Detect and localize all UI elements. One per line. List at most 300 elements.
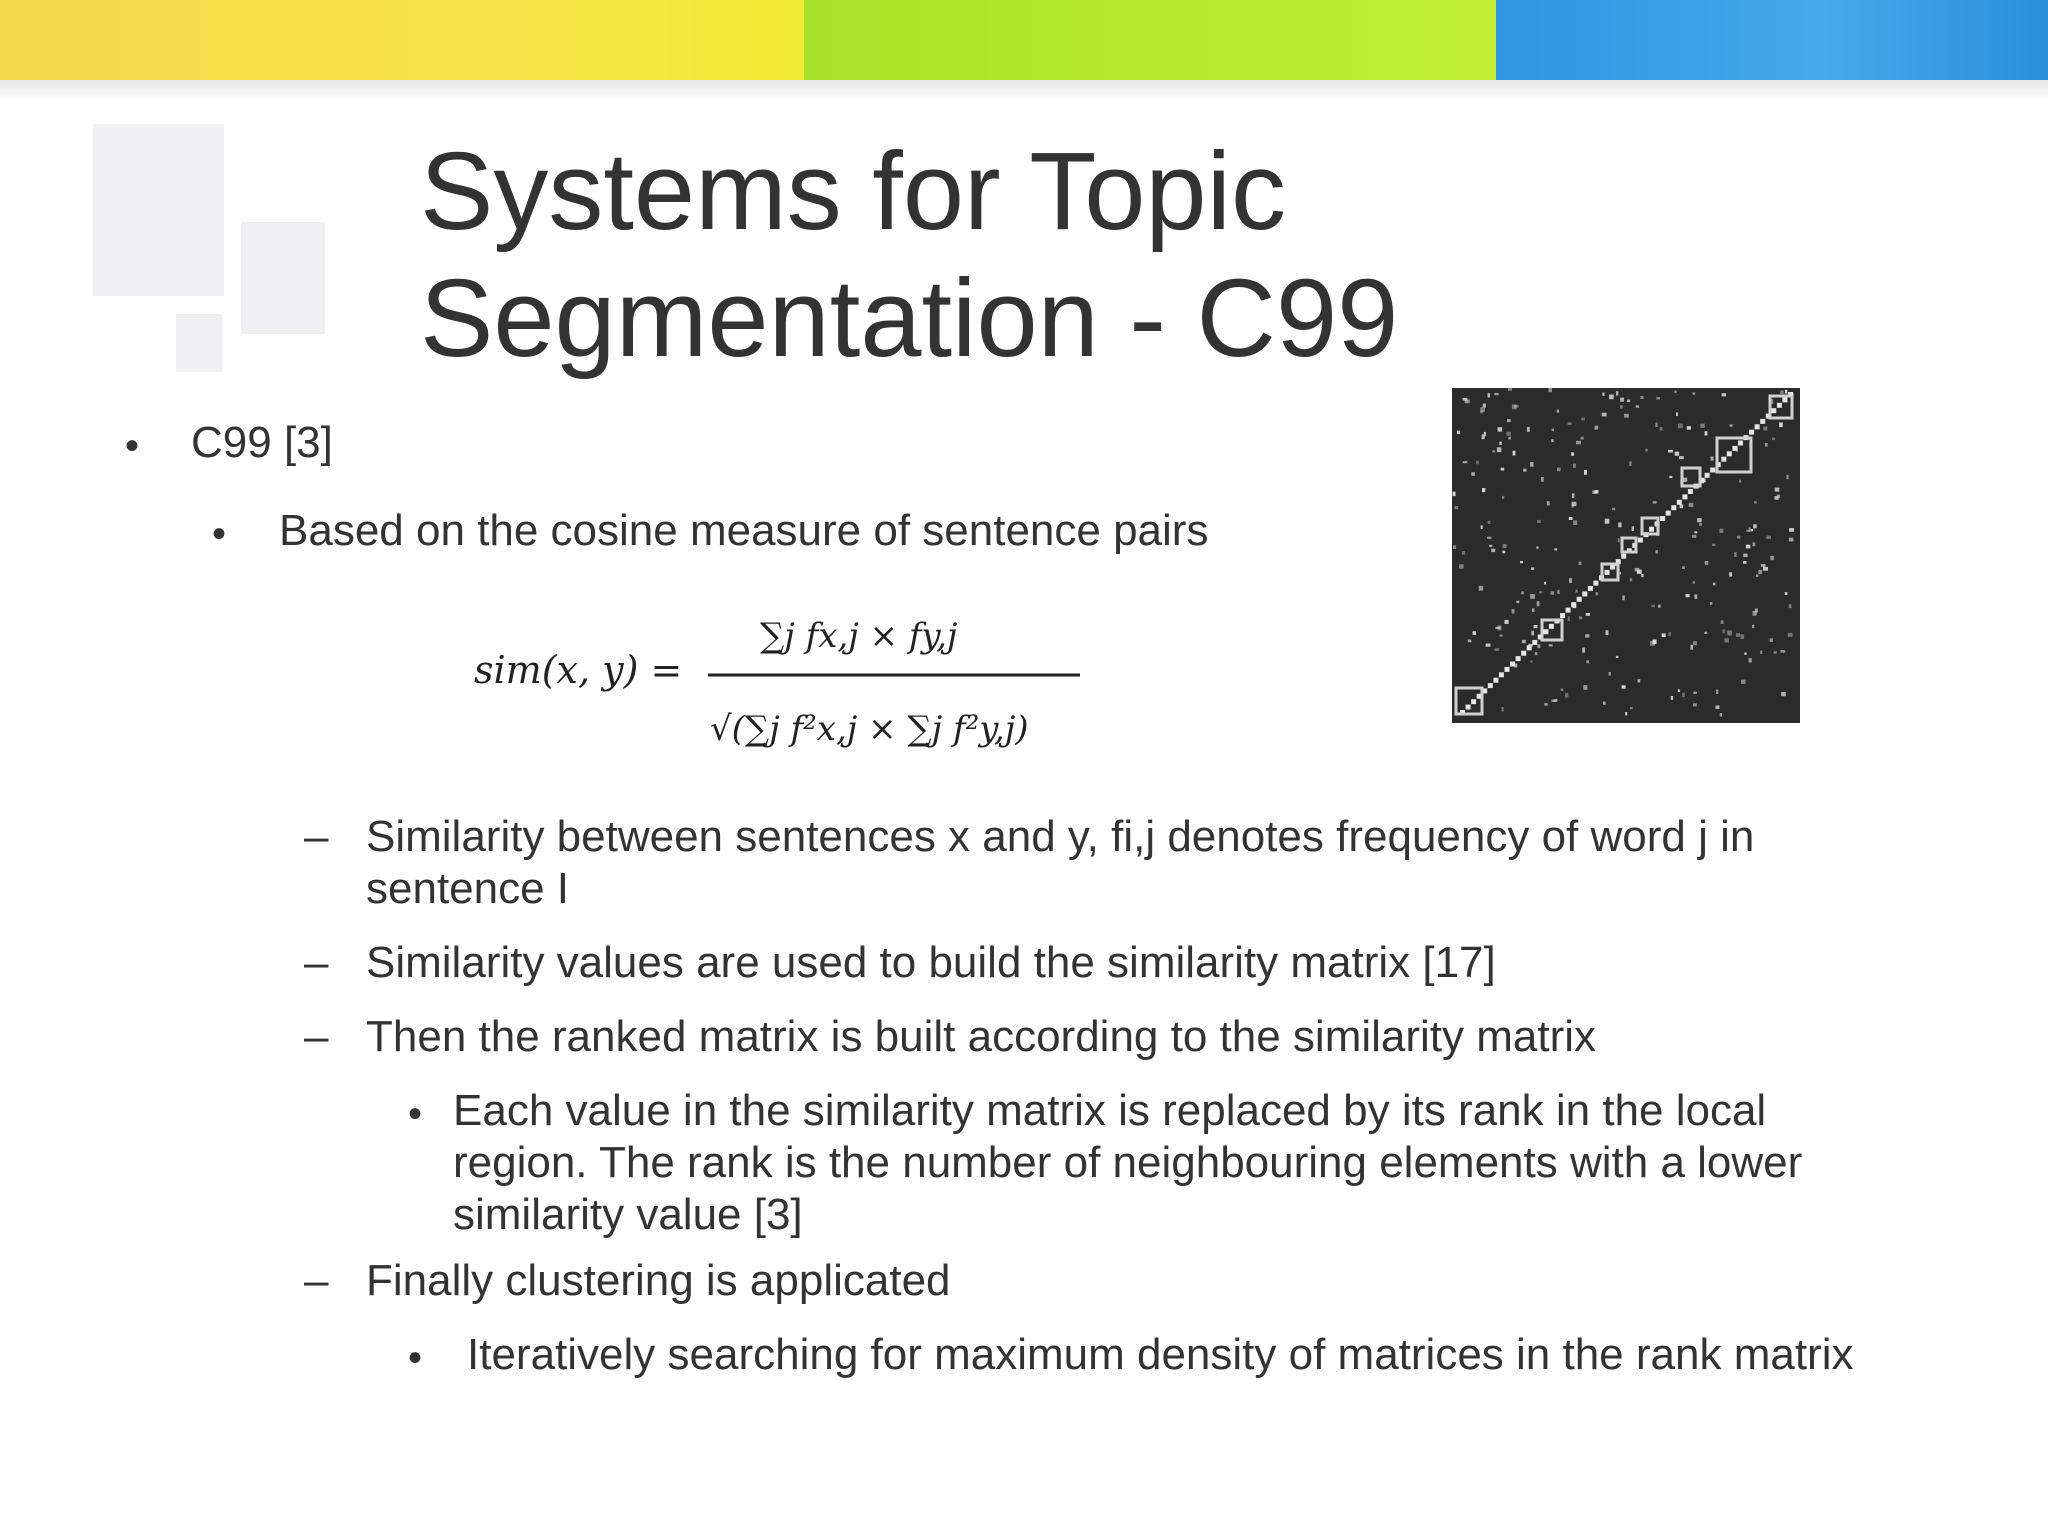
matrix-speck xyxy=(1538,644,1541,648)
sub-bullet-rank-line-1: Each value in the similarity matrix is replaced by its rank in the local xyxy=(453,1086,1767,1135)
matrix-speck xyxy=(1627,400,1630,403)
bullet-icon: • xyxy=(212,512,227,556)
matrix-speck xyxy=(1727,631,1732,636)
matrix-speck xyxy=(1454,506,1458,509)
matrix-speck xyxy=(1573,520,1577,525)
matrix-speck xyxy=(1551,439,1553,442)
matrix-speck xyxy=(1463,461,1468,463)
matrix-speck xyxy=(1744,653,1746,655)
matrix-speck xyxy=(1753,542,1756,546)
matrix-speck xyxy=(1786,475,1788,479)
matrix-speck xyxy=(1785,592,1788,595)
matrix-speck xyxy=(1501,468,1505,471)
matrix-speck xyxy=(1679,456,1684,459)
matrix-diagonal-cell xyxy=(1710,468,1715,473)
matrix-speck xyxy=(1632,526,1634,531)
matrix-speck xyxy=(1595,426,1599,430)
matrix-speck xyxy=(1770,638,1773,642)
matrix-speck xyxy=(1531,567,1534,570)
matrix-speck xyxy=(1585,634,1589,638)
dash-item-similarity-values: Similarity values are used to build the similarity matrix [17] xyxy=(366,938,1496,987)
matrix-speck xyxy=(1779,422,1783,427)
matrix-diagonal-cell xyxy=(1705,473,1710,478)
matrix-diagonal-cell xyxy=(1499,672,1504,677)
slide-title xyxy=(420,128,1420,382)
matrix-speck xyxy=(1622,685,1626,688)
matrix-diagonal-cell xyxy=(1727,451,1732,456)
matrix-speck xyxy=(1532,608,1535,612)
matrix-speck xyxy=(1557,590,1559,594)
matrix-speck xyxy=(1596,592,1599,595)
matrix-diagonal-cell xyxy=(1777,403,1782,408)
matrix-diagonal-cell xyxy=(1649,527,1654,532)
bullet-cosine-measure: Based on the cosine measure of sentence pairs xyxy=(279,506,1209,555)
matrix-speck xyxy=(1655,423,1657,428)
matrix-speck xyxy=(1662,633,1666,637)
matrix-speck xyxy=(1682,566,1685,569)
matrix-speck xyxy=(1462,551,1465,555)
dash-item-ranked-matrix: Then the ranked matrix is built according to the similarity matrix xyxy=(366,1012,1597,1061)
matrix-speck xyxy=(1539,591,1541,593)
matrix-speck xyxy=(1622,596,1624,601)
matrix-diagonal-cell xyxy=(1671,505,1676,510)
matrix-speck xyxy=(1774,651,1777,653)
matrix-speck xyxy=(1653,501,1657,503)
matrix-speck xyxy=(1579,562,1582,566)
matrix-speck xyxy=(1770,556,1774,560)
matrix-diagonal-cell xyxy=(1621,554,1626,559)
matrix-speck xyxy=(1502,496,1504,499)
matrix-speck xyxy=(1486,644,1491,647)
matrix-speck xyxy=(1549,388,1552,392)
matrix-speck xyxy=(1503,544,1507,548)
bullet-icon: • xyxy=(408,1092,423,1136)
matrix-speck xyxy=(1705,632,1708,634)
matrix-diagonal-cell xyxy=(1605,570,1610,575)
formula-lhs: sim(x, y) = xyxy=(474,648,683,692)
matrix-speck xyxy=(1495,648,1500,651)
matrix-speck xyxy=(1636,405,1639,408)
matrix-diagonal-cell xyxy=(1593,581,1598,586)
matrix-diagonal-cell xyxy=(1560,613,1565,618)
bullet-icon: • xyxy=(125,424,140,468)
dash-item-similarity-line-1: Similarity between sentences x and y, fi,j denotes frequency of word j in xyxy=(366,812,1755,861)
matrix-speck xyxy=(1483,404,1486,408)
matrix-speck xyxy=(1705,431,1708,435)
matrix-speck xyxy=(1740,634,1744,639)
matrix-speck xyxy=(1572,493,1575,498)
matrix-speck xyxy=(1694,531,1697,533)
matrix-speck xyxy=(1537,520,1541,523)
matrix-speck xyxy=(1554,548,1557,550)
matrix-speck xyxy=(1758,570,1762,574)
matrix-speck xyxy=(1584,470,1587,475)
matrix-diagonal-cell xyxy=(1666,511,1671,516)
matrix-speck xyxy=(1606,630,1609,635)
matrix-speck xyxy=(1641,396,1644,399)
matrix-speck xyxy=(1712,544,1716,546)
matrix-diagonal-cell xyxy=(1688,489,1693,494)
matrix-speck xyxy=(1741,680,1745,684)
matrix-speck xyxy=(1479,586,1484,591)
matrix-speck xyxy=(1453,545,1456,549)
dash-icon: – xyxy=(304,812,329,861)
matrix-speck xyxy=(1509,437,1512,440)
matrix-speck xyxy=(1507,432,1511,436)
similarity-matrix-image xyxy=(1452,388,1800,723)
matrix-speck xyxy=(1780,650,1785,653)
matrix-diagonal-cell xyxy=(1682,494,1687,499)
formula-numerator: ∑j fx,j × fy,j xyxy=(760,616,958,656)
matrix-speck xyxy=(1502,551,1505,554)
matrix-speck xyxy=(1753,611,1757,616)
matrix-speck xyxy=(1482,488,1485,492)
matrix-speck xyxy=(1536,546,1538,548)
matrix-speck xyxy=(1541,477,1544,482)
matrix-speck xyxy=(1766,536,1771,539)
matrix-speck xyxy=(1630,578,1632,581)
sub-bullet-iterative-search: Iteratively searching for maximum density of matrices in the rank matrix xyxy=(467,1330,1854,1379)
matrix-speck xyxy=(1754,501,1757,504)
matrix-speck xyxy=(1736,633,1740,637)
matrix-speck xyxy=(1705,561,1709,565)
matrix-speck xyxy=(1638,679,1641,682)
slide-title-line-1: Systems for Topic xyxy=(420,130,1287,253)
matrix-speck xyxy=(1637,570,1642,574)
matrix-speck xyxy=(1488,521,1491,524)
matrix-speck xyxy=(1752,625,1754,628)
matrix-speck xyxy=(1527,427,1530,432)
matrix-speck xyxy=(1508,388,1512,390)
matrix-diagonal-cell xyxy=(1782,397,1787,402)
matrix-speck xyxy=(1693,692,1697,694)
matrix-speck xyxy=(1544,582,1546,585)
matrix-speck xyxy=(1575,590,1577,593)
matrix-speck xyxy=(1669,476,1672,478)
matrix-speck xyxy=(1743,561,1747,564)
matrix-diagonal-cell xyxy=(1505,667,1510,672)
matrix-speck xyxy=(1656,397,1660,399)
slide-title-line-2: Segmentation - C99 xyxy=(420,257,1399,380)
matrix-speck xyxy=(1689,503,1694,507)
matrix-speck xyxy=(1605,519,1610,524)
matrix-speck xyxy=(1476,461,1479,465)
matrix-speck xyxy=(1513,451,1516,456)
band-shadow xyxy=(0,80,2048,102)
matrix-speck xyxy=(1700,424,1704,428)
matrix-diagonal-cell xyxy=(1516,656,1521,661)
matrix-speck xyxy=(1468,640,1472,643)
matrix-speck xyxy=(1746,530,1749,532)
matrix-speck xyxy=(1530,660,1533,662)
matrix-speck xyxy=(1675,452,1679,456)
matrix-speck xyxy=(1761,564,1766,567)
bullet-c99: C99 [3] xyxy=(191,418,333,467)
matrix-speck xyxy=(1572,502,1577,506)
matrix-speck xyxy=(1625,712,1627,715)
matrix-speck xyxy=(1722,393,1726,396)
dash-item-clustering: Finally clustering is applicated xyxy=(366,1256,951,1305)
matrix-speck xyxy=(1521,591,1523,594)
matrix-diagonal-cell xyxy=(1532,640,1537,645)
matrix-diagonal-cell xyxy=(1732,446,1737,451)
matrix-speck xyxy=(1746,545,1751,549)
matrix-speck xyxy=(1573,464,1576,468)
matrix-speck xyxy=(1523,469,1526,472)
matrix-speck xyxy=(1484,432,1486,436)
matrix-speck xyxy=(1549,644,1553,646)
band-blue xyxy=(1496,0,2048,80)
bullet-icon: • xyxy=(408,1336,423,1380)
matrix-diagonal-cell xyxy=(1577,597,1582,602)
matrix-diagonal-cell xyxy=(1566,608,1571,613)
matrix-diagonal-cell xyxy=(1588,586,1593,591)
matrix-speck xyxy=(1586,660,1589,663)
matrix-speck xyxy=(1505,620,1509,624)
matrix-speck xyxy=(1651,605,1655,607)
matrix-speck xyxy=(1569,517,1573,520)
matrix-speck xyxy=(1535,652,1537,655)
matrix-speck xyxy=(1656,550,1658,553)
matrix-speck xyxy=(1789,528,1794,532)
matrix-diagonal-cell xyxy=(1749,430,1754,435)
matrix-speck xyxy=(1668,450,1673,453)
matrix-speck xyxy=(1653,639,1657,644)
matrix-speck xyxy=(1581,437,1584,440)
matrix-speck xyxy=(1711,457,1714,461)
matrix-speck xyxy=(1534,625,1538,628)
matrix-speck xyxy=(1692,535,1696,538)
matrix-diagonal-cell xyxy=(1677,500,1682,505)
band-yellow xyxy=(0,0,804,80)
matrix-speck xyxy=(1480,407,1485,412)
matrix-speck xyxy=(1618,538,1620,542)
matrix-speck xyxy=(1646,449,1648,452)
matrix-speck xyxy=(1609,395,1614,400)
matrix-diagonal-cell xyxy=(1582,591,1587,596)
matrix-speck xyxy=(1775,496,1779,500)
decorative-square-large xyxy=(93,124,224,296)
matrix-speck xyxy=(1780,391,1783,395)
matrix-speck xyxy=(1522,640,1526,644)
sub-bullet-rank-line-3: similarity value [3] xyxy=(453,1190,803,1239)
matrix-diagonal-cell xyxy=(1527,645,1532,650)
dash-icon: – xyxy=(304,938,329,987)
matrix-speck xyxy=(1507,419,1511,422)
matrix-speck xyxy=(1695,595,1698,599)
matrix-diagonal-cell xyxy=(1543,629,1548,634)
matrix-speck xyxy=(1682,693,1685,697)
matrix-speck xyxy=(1716,690,1718,694)
matrix-diagonal-cell xyxy=(1760,419,1765,424)
matrix-speck xyxy=(1514,405,1519,407)
matrix-speck xyxy=(1775,488,1780,492)
matrix-speck xyxy=(1551,591,1555,595)
matrix-speck xyxy=(1721,620,1724,624)
band-green xyxy=(804,0,1496,80)
matrix-speck xyxy=(1765,443,1768,447)
matrix-speck xyxy=(1492,450,1495,452)
matrix-speck xyxy=(1609,672,1611,676)
matrix-speck xyxy=(1693,581,1695,584)
matrix-speck xyxy=(1551,700,1555,702)
matrix-speck xyxy=(1693,641,1697,645)
matrix-speck xyxy=(1751,529,1753,531)
matrix-diagonal-cell xyxy=(1771,408,1776,413)
matrix-speck xyxy=(1616,391,1619,396)
matrix-diagonal-cell xyxy=(1571,602,1576,607)
matrix-speck xyxy=(1719,529,1723,533)
matrix-speck xyxy=(1498,427,1503,431)
matrix-speck xyxy=(1498,626,1502,631)
matrix-speck xyxy=(1693,392,1696,394)
matrix-diagonal-cell xyxy=(1488,683,1493,688)
matrix-speck xyxy=(1465,400,1470,404)
matrix-speck xyxy=(1687,426,1691,430)
matrix-speck xyxy=(1772,438,1775,441)
matrix-speck xyxy=(1473,631,1476,635)
matrix-speck xyxy=(1629,461,1631,466)
matrix-speck xyxy=(1499,442,1501,445)
matrix-diagonal-cell xyxy=(1549,624,1554,629)
matrix-speck xyxy=(1680,505,1684,509)
matrix-speck xyxy=(1781,692,1786,696)
matrix-speck xyxy=(1494,393,1498,395)
matrix-speck xyxy=(1785,390,1787,394)
matrix-speck xyxy=(1753,524,1757,528)
matrix-speck xyxy=(1491,549,1495,553)
matrix-speck xyxy=(1481,525,1483,529)
formula-denominator: √(∑j f²x,j × ∑j f²y,j) xyxy=(710,709,1029,749)
matrix-speck xyxy=(1678,689,1680,692)
matrix-speck xyxy=(1565,693,1568,698)
matrix-speck xyxy=(1561,688,1564,691)
matrix-diagonal-cell xyxy=(1493,678,1498,683)
matrix-speck xyxy=(1730,424,1733,426)
matrix-speck xyxy=(1710,602,1712,605)
matrix-speck xyxy=(1713,583,1715,586)
matrix-speck xyxy=(1497,447,1501,452)
matrix-speck xyxy=(1520,561,1523,563)
matrix-speck xyxy=(1716,706,1720,709)
matrix-speck xyxy=(1595,490,1599,494)
matrix-diagonal-cell xyxy=(1660,516,1665,521)
matrix-speck xyxy=(1641,574,1643,577)
dash-icon: – xyxy=(304,1256,329,1305)
matrix-speck xyxy=(1537,601,1540,606)
matrix-speck xyxy=(1531,631,1534,636)
matrix-speck xyxy=(1676,412,1678,416)
matrix-speck xyxy=(1568,616,1570,621)
matrix-speck xyxy=(1789,538,1794,542)
matrix-speck xyxy=(1453,492,1456,497)
matrix-speck xyxy=(1612,508,1615,510)
matrix-speck xyxy=(1789,604,1792,608)
matrix-speck xyxy=(1583,685,1587,690)
matrix-speck xyxy=(1788,633,1793,637)
matrix-speck xyxy=(1630,707,1633,709)
matrix-speck xyxy=(1723,629,1725,633)
matrix-speck xyxy=(1487,537,1491,539)
matrix-speck xyxy=(1699,523,1702,526)
matrix-speck xyxy=(1581,418,1585,421)
matrix-diagonal-cell xyxy=(1721,457,1726,462)
matrix-speck xyxy=(1552,429,1554,432)
matrix-speck xyxy=(1725,638,1729,642)
sub-bullet-rank-line-2: region. The rank is the number of neighbouring elements with a lower xyxy=(453,1138,1803,1187)
matrix-speck xyxy=(1500,635,1503,637)
matrix-speck xyxy=(1602,393,1604,396)
matrix-diagonal-cell xyxy=(1738,441,1743,446)
matrix-diagonal-cell xyxy=(1466,705,1471,710)
dash-icon: – xyxy=(304,1012,329,1061)
top-color-band xyxy=(0,0,2048,80)
matrix-speck xyxy=(1763,567,1768,571)
matrix-speck xyxy=(1729,572,1732,576)
matrix-speck xyxy=(1544,703,1547,706)
matrix-speck xyxy=(1488,393,1491,397)
matrix-speck xyxy=(1743,554,1747,557)
matrix-diagonal-cell xyxy=(1471,699,1476,704)
matrix-speck xyxy=(1457,431,1460,435)
matrix-speck xyxy=(1603,702,1606,705)
decorative-square-medium xyxy=(241,222,325,334)
matrix-speck xyxy=(1586,613,1590,616)
matrix-speck xyxy=(1557,468,1561,472)
dash-item-similarity-line-2: sentence I xyxy=(366,864,570,913)
matrix-speck xyxy=(1582,648,1585,653)
matrix-speck xyxy=(1530,462,1533,467)
decorative-square-small xyxy=(176,314,222,372)
matrix-diagonal-cell xyxy=(1510,662,1515,667)
matrix-speck xyxy=(1602,413,1607,417)
matrix-speck xyxy=(1568,422,1572,425)
matrix-speck xyxy=(1489,545,1492,547)
matrix-speck xyxy=(1678,424,1683,429)
matrix-speck xyxy=(1720,713,1722,716)
matrix-speck xyxy=(1739,480,1741,483)
matrix-diagonal-cell xyxy=(1638,538,1643,543)
cosine-similarity-formula xyxy=(470,605,1090,775)
matrix-speck xyxy=(1734,552,1736,557)
matrix-speck xyxy=(1502,707,1504,712)
matrix-speck xyxy=(1512,609,1515,613)
matrix-speck xyxy=(1624,414,1629,418)
matrix-speck xyxy=(1697,518,1702,522)
matrix-speck xyxy=(1459,564,1464,569)
matrix-speck xyxy=(1691,645,1694,650)
matrix-speck xyxy=(1686,594,1690,597)
matrix-speck xyxy=(1618,523,1621,528)
matrix-speck xyxy=(1737,536,1740,539)
matrix-speck xyxy=(1616,656,1619,658)
matrix-speck xyxy=(1569,578,1572,583)
matrix-speck xyxy=(1571,452,1574,456)
matrix-diagonal-cell xyxy=(1521,651,1526,656)
matrix-diagonal-cell xyxy=(1755,424,1760,429)
matrix-speck xyxy=(1756,574,1758,577)
matrix-speck xyxy=(1516,601,1519,603)
matrix-speck xyxy=(1620,405,1623,409)
matrix-speck xyxy=(1576,441,1581,445)
matrix-speck xyxy=(1671,696,1673,700)
matrix-speck xyxy=(1693,703,1697,706)
matrix-speck xyxy=(1579,616,1582,619)
matrix-speck xyxy=(1763,427,1767,431)
matrix-speck xyxy=(1760,651,1762,654)
matrix-speck xyxy=(1749,658,1752,662)
matrix-speck xyxy=(1658,605,1660,608)
